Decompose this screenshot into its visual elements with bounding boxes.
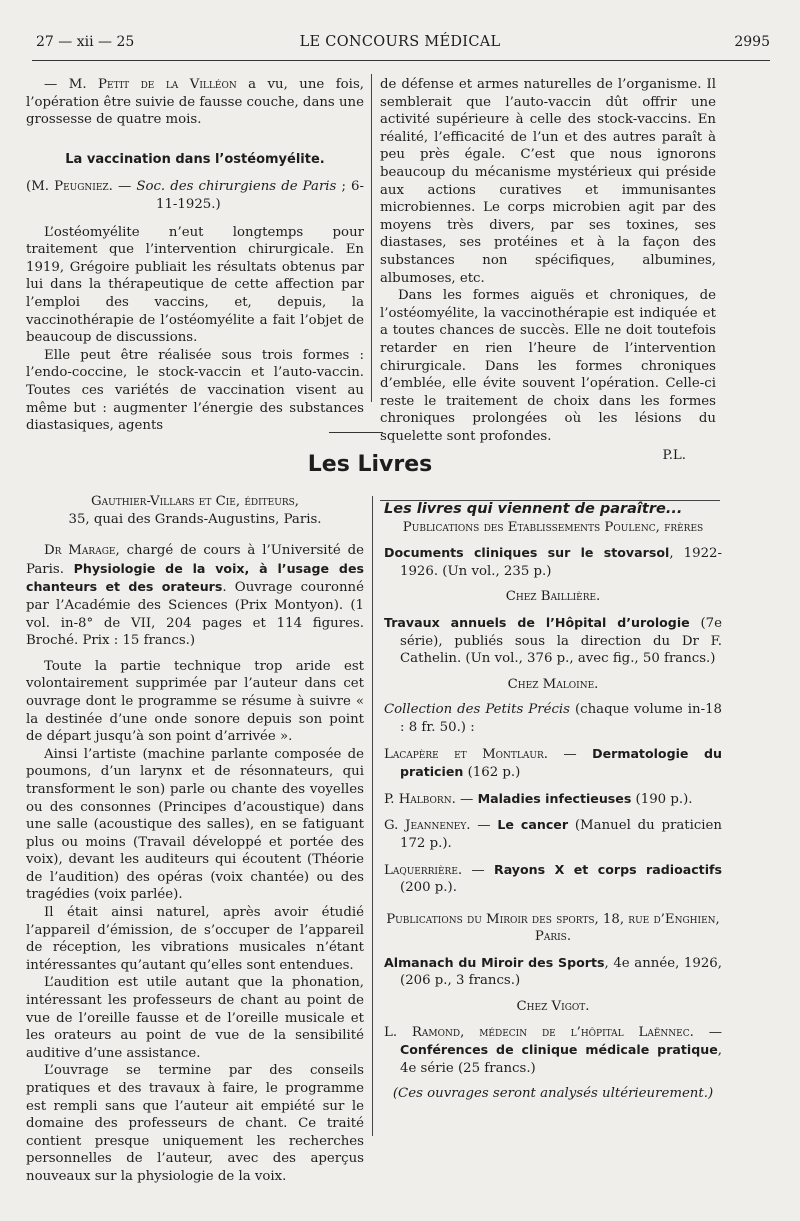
review-paragraph-3: Il était ainsi naturel, après avoir étudié l’appareil d’émission, de s’occuper de l’appareil de réception, les vibrations musicales n’étant intéressantes qu’autant qu’elles sont entendues.: [26, 905, 364, 973]
article-paragraph-1: L’ostéomyélite n’eut longtemps pour traitement que l’intervention chirurgicale. En 1919, Grégoire publiait les résultats obtenus par lui dans la thérapeutique de cette affection par l’emploi des vaccins, et, depuis, la vaccinothérapie de l’ostéomyélite a fait l’objet de beaucoup de discussions.: [26, 224, 364, 346]
publisher-maloine: Chez Maloine.: [507, 676, 599, 692]
collection-petits-precis: Collection des Petits Précis (chaque volume in-18 : 8 fr. 50.) :: [384, 702, 722, 735]
publisher-line-2: 35, quai des Grands-Augustins, Paris.: [68, 511, 322, 527]
top-right-column: [380, 76, 716, 465]
publisher-bailliere: Chez Baillière.: [505, 589, 601, 605]
publisher-poulenc: Publications des Etablissements Poulenc, frères: [402, 519, 704, 535]
issue-date: 27 — xii — 25: [36, 34, 135, 50]
article-paragraph-2: Elle peut être réalisée sous trois formes : l’endo-coccine, le stock-vaccin et l’auto-vaccin. Toutes ces variétés de vaccination visent au même but : augmenter l’énergie des substances diastasiques, agents: [26, 347, 364, 434]
book-urologie: Travaux annuels de l’Hôpital d’urologie (7e série), publiés sous la direction du Dr F. Cathelin. (Un vol., 376 p., avec fig., 50 francs.): [384, 614, 722, 667]
article-signature: P.L.: [662, 448, 686, 464]
column-divider-bottom: [372, 496, 373, 1136]
book-almanach: Almanach du Miroir des Sports, 4e année, 1926, (206 p., 3 francs.): [384, 954, 722, 989]
book-conferences: L. Ramond, médecin de l’hôpital Laënnec. — Conférences de clinique médicale pratique, 4e série (25 francs.): [384, 1024, 722, 1076]
review-paragraph-5: L’ouvrage se termine par des conseils pratiques et des travaux à faire, le programme est rempli sans que l’auteur ait empiété sur le domaine des professeurs de chant. Ce traité contient presque uniquement les recherches personnelles de l’auteur, avec des aperçus nouveaux sur la physiologie de la voix.: [26, 1063, 364, 1184]
column-divider-top: [371, 74, 372, 402]
book-entry: Dr Marage, chargé de cours à l’Université de Paris. Physiologie de la voix, à l’usage des chanteurs et des orateurs. Ouvrage couronné par l’Académie des Sciences (Prix Montyon). (1 vol. in-8° de VII, 204 pages et 114 figures. Broché. Prix : 15 francs.): [26, 543, 364, 649]
review-paragraph-2: Ainsi l’artiste (machine parlante composée de poumons, d’un larynx et de résonnateurs, qui transforment le son) parle ou chante des voyelles ou des consonnes (Principes d’acoustique) dans une salle (acoustique des salles), en se fatiguant plus ou moins (Travail développé et portée des voix), devant les auditeurs qui écoutent (Théorie de l’audition) des opéras (voix chantée) ou des tragédies (voix parlée).: [26, 746, 364, 903]
publisher-miroir: Publications du Miroir des sports, 18, rue d’Enghien, Paris.: [386, 911, 720, 945]
new-books-heading: Les livres qui viennent de paraître...: [384, 501, 683, 517]
journal-title: LE CONCOURS MÉDICAL: [299, 34, 501, 50]
header-rule: [32, 60, 770, 61]
publisher-line-1: Gauthier-Villars et Cie, éditeurs,: [91, 494, 299, 509]
article-title: La vaccination dans l’ostéomyélite.: [65, 151, 325, 167]
page-number: 2995: [734, 34, 770, 50]
bottom-right-column: [384, 501, 722, 1103]
book-maladies: P. Halborn. — Maladies infectieuses (190 p.).: [384, 790, 693, 807]
article-citation: (M. Peugniez. — Soc. des chirurgiens de Paris ; 6-11-1925.): [26, 179, 365, 212]
publisher-vigot: Chez Vigot.: [516, 999, 590, 1015]
book-cancer: G. Jeanneney. — Le cancer (Manuel du praticien 172 p.).: [384, 817, 722, 851]
intro-paragraph: — M. Petit de la Villéon a vu, une fois, l’opération être suivie de fausse couche, dans une grossesse de quatre mois.: [26, 77, 364, 128]
bottom-left-column: [26, 493, 364, 1186]
book-stovarsol: Documents cliniques sur le stovarsol, 1922-1926. (Un vol., 235 p.): [384, 545, 722, 579]
review-paragraph-1: Toute la partie technique trop aride est volontairement supprimée par l’auteur dans cet ouvrage dont le programme se résume à suivre « la destinée d’une onde sonore depuis son point de départ jusqu’à son point d’arrivée ».: [26, 658, 364, 745]
book-dermatologie: Lacapère et Montlaur. — Dermatologie du praticien (162 p.): [384, 745, 722, 781]
review-paragraph-4: L’audition est utile autant que la phonation, intéressant les professeurs de chant au point de vue de l’oreille fausse et de l’oreille musicale et les orateurs au point de vue de la sensibilité auditive d’une assistance.: [26, 975, 364, 1061]
book-rayons-x: Laquerrière. — Rayons X et corps radioactifs (200 p.).: [384, 861, 722, 896]
section-separator: [329, 432, 383, 433]
article-paragraph-4: Dans les formes aiguës et chroniques, de l’ostéomyélite, la vaccinothérapie est indiquée et a toutes chances de succès. Elle ne doit toutefois retarder en rien l’heure de l’intervention chirurgicale. Dans les formes chroniques d’emblée, elle évite souvent l’opération. Celle-ci reste le traitement de choix dans les formes chroniques prolongées où les lésions du squelette sont profondes.: [380, 288, 716, 444]
article-paragraph-3: de défense et armes naturelles de l’organisme. Il semblerait que l’auto-vaccin dût offrir une activité supérieure à celle des stock-vaccins. En réalité, l’efficacité de l’un et des autres paraît à peu près égale. C’est que nous ignorons beaucoup du mécanisme mystérieux qui préside aux actions curatives et immunisantes microbiennes. Le corps microbien agit par des moyens très divers, par ses toxines, ses diastases, ses protéines et à la façon des substances non spécifiques, albumines, albumoses, etc.: [380, 77, 716, 286]
analysis-note: (Ces ouvrages seront analysés ultérieurement.): [392, 1086, 714, 1102]
running-header: [30, 34, 770, 54]
section-title: Les Livres: [307, 452, 433, 477]
top-left-column: [26, 76, 364, 435]
